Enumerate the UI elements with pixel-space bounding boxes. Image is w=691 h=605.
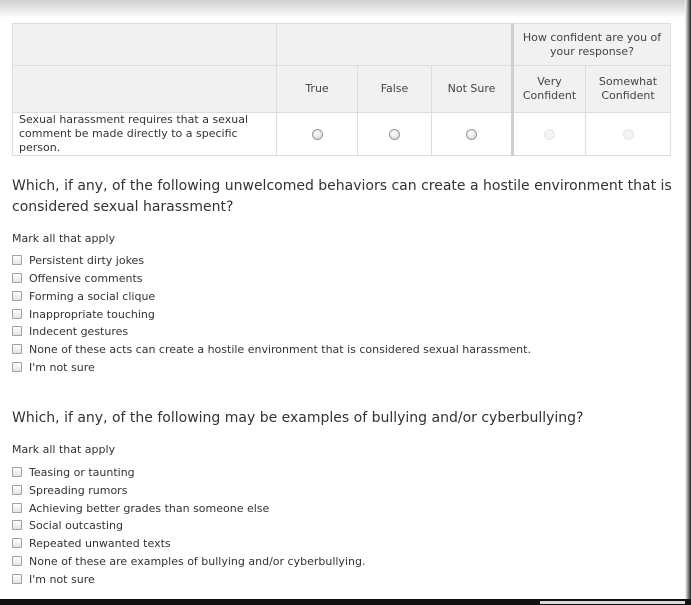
- option-teasing[interactable]: [12, 463, 135, 481]
- option-label: Inappropriate touching: [29, 307, 155, 321]
- radio-not-sure[interactable]: [466, 129, 477, 140]
- column-false: False: [358, 66, 432, 113]
- option-spreading-rumors[interactable]: [12, 481, 127, 499]
- bottom-scroll-highlight: [540, 601, 685, 604]
- checkbox[interactable]: [12, 503, 22, 513]
- radio-very-confident[interactable]: [544, 129, 555, 140]
- option-dirty-jokes[interactable]: [12, 251, 144, 269]
- option-inappropriate-touching[interactable]: [12, 305, 155, 323]
- option-label: Achieving better grades than someone else: [29, 501, 270, 515]
- right-edge-shadow: [685, 0, 691, 605]
- mark-all-hint: Mark all that apply: [12, 443, 116, 456]
- radio-somewhat-confident[interactable]: [623, 129, 634, 140]
- checkbox[interactable]: [12, 273, 22, 283]
- option-label: Indecent gestures: [29, 324, 129, 338]
- matrix-corner: [13, 24, 277, 66]
- option-none-of-these[interactable]: [12, 552, 365, 570]
- column-very-confident: Very Confident: [513, 66, 586, 113]
- option-label: None of these are examples of bullying and/or cyberbullying.: [29, 554, 366, 568]
- checkbox[interactable]: [12, 309, 22, 319]
- option-label: Forming a social clique: [29, 289, 156, 303]
- checkbox[interactable]: [12, 538, 22, 548]
- option-unwanted-texts[interactable]: [12, 534, 171, 552]
- option-none-of-these[interactable]: [12, 340, 531, 358]
- confidence-matrix: [12, 23, 671, 156]
- option-offensive-comments[interactable]: [12, 269, 143, 287]
- matrix-answer-header-blank: [277, 24, 513, 66]
- checkbox[interactable]: [12, 485, 22, 495]
- checkbox[interactable]: [12, 326, 22, 336]
- matrix-statement-header: [13, 66, 277, 113]
- option-indecent-gestures[interactable]: [12, 322, 128, 340]
- option-not-sure[interactable]: [12, 570, 95, 588]
- mark-all-hint: Mark all that apply: [12, 232, 116, 245]
- option-label: None of these acts can create a hostile environment that is considered sexual harassment.: [29, 342, 531, 356]
- confidence-header: How confident are you of your response?: [513, 24, 671, 66]
- option-label: Teasing or taunting: [29, 465, 135, 479]
- question-title: Which, if any, of the following unwelcomed behaviors can create a hostile environment that is considered sexual harassment?: [12, 178, 672, 215]
- option-label: Spreading rumors: [29, 483, 128, 497]
- option-social-clique[interactable]: [12, 287, 155, 305]
- checkbox[interactable]: [12, 362, 22, 372]
- checkbox[interactable]: [12, 255, 22, 265]
- option-label: Repeated unwanted texts: [29, 536, 171, 550]
- top-shadow: [0, 0, 691, 18]
- matrix-statement: Sexual harassment requires that a sexual comment be made directly to a specific person.: [13, 113, 277, 156]
- column-true: True: [277, 66, 358, 113]
- column-not-sure: Not Sure: [432, 66, 513, 113]
- checkbox[interactable]: [12, 467, 22, 477]
- checkbox[interactable]: [12, 344, 22, 354]
- question-hostile-environment: [12, 176, 672, 374]
- checkbox[interactable]: [12, 291, 22, 301]
- checkbox[interactable]: [12, 520, 22, 530]
- option-better-grades[interactable]: [12, 499, 269, 517]
- checkbox[interactable]: [12, 574, 22, 584]
- option-label: Social outcasting: [29, 518, 123, 532]
- bottom-bar: [0, 599, 691, 605]
- option-label: Offensive comments: [29, 271, 143, 285]
- question-bullying: [12, 408, 672, 586]
- option-label: I'm not sure: [29, 572, 95, 586]
- checkbox[interactable]: [12, 556, 22, 566]
- option-label: I'm not sure: [29, 360, 95, 374]
- radio-false[interactable]: [389, 129, 400, 140]
- radio-true[interactable]: [312, 129, 323, 140]
- option-label: Persistent dirty jokes: [29, 253, 145, 267]
- option-not-sure[interactable]: [12, 358, 95, 376]
- option-social-outcasting[interactable]: [12, 516, 123, 534]
- question-title: Which, if any, of the following may be examples of bullying and/or cyberbullying?: [12, 410, 584, 426]
- column-somewhat-confident: Somewhat Confident: [586, 66, 671, 113]
